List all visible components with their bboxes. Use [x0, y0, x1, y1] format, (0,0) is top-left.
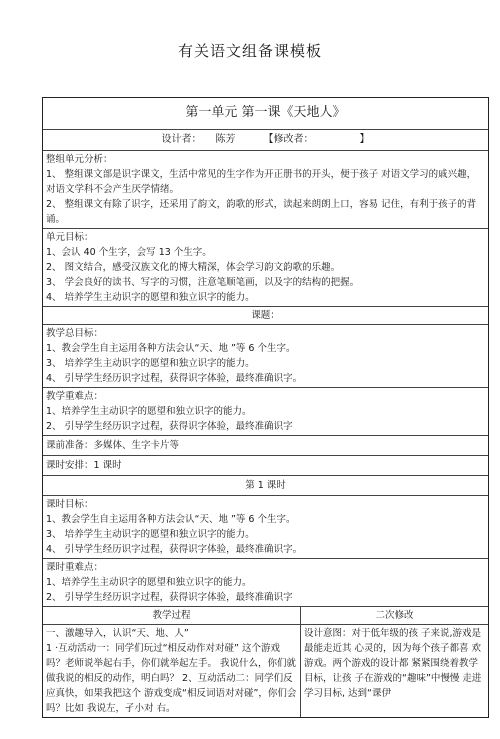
period-goal-line: 1、教会学生自主运用各种方法会认“天、地 ”等 6 个生字。	[46, 514, 296, 525]
process-step-title: 一、激趣导入，认识“天、地、人”	[46, 628, 189, 639]
document-title: 有关语文组备课模板	[177, 42, 322, 60]
teaching-goal-line: 3、 培养学生主动识字的愿望和独立识字的能力。	[46, 358, 255, 369]
process-body-row	[43, 624, 488, 717]
modifier-close: 】	[359, 134, 370, 145]
designer-label: 设计者：	[161, 134, 202, 145]
preparation-row: 课前准备：多媒体、生字卡片等	[43, 435, 488, 455]
period-key-section	[43, 558, 488, 606]
designer-name: 陈芳	[215, 134, 236, 145]
section-heading: 课时重难点：	[46, 562, 104, 573]
process-column-header: 教学过程	[43, 607, 301, 624]
section-heading: 教学重难点：	[46, 391, 104, 402]
key-point-line: 2、 引导学生经历识字过程，获得识字体验，最终准确识字	[46, 421, 293, 432]
unit-goals-section	[43, 228, 488, 306]
analysis-line: 2、 整组课文有除了识字，还采用了韵文，韵歌的形式，读起来朗朗上口，容易 记住，有利于孩子的背诵。	[46, 199, 477, 225]
unit-goal-line: 1、会认 40 个生字，会写 13 个生字。	[46, 247, 212, 258]
teaching-goal-line: 1、教会学生自主运用各种方法会认“天、地 ”等 6 个生字。	[46, 343, 296, 354]
revision-column-header: 二次修改	[375, 610, 414, 621]
period-key-line: 1、培养学生主动识字的愿望和独立识字的能力。	[46, 577, 252, 588]
key-point-line: 1、培养学生主动识字的愿望和独立识字的能力。	[46, 406, 252, 417]
section-heading: 教学总目标：	[46, 328, 104, 339]
period-goal-line: 3、 培养学生主动识字的愿望和独立识字的能力。	[46, 529, 255, 540]
section-heading: 整组单元分析：	[46, 154, 113, 165]
period-title: 第 1 课时	[43, 475, 488, 495]
unit-goal-line: 2、 图文结合，感受汉族文化的博大精深，体会学习韵文韵歌的乐趣。	[46, 262, 341, 273]
modifier-label: 【修改者：	[263, 134, 314, 145]
revision-content: 设计意图：对于低年级的孩 子来说,游戏是最能走近其 心灵的，因为每个孩子都喜 欢游戏。两个游戏的设计都 紧紧围绕着教学目标，让孩 子在游戏的“趣味”中慢慢 走进学习目标, 达到“课伊	[304, 628, 482, 699]
topic-row: 课题：	[43, 306, 488, 324]
unit-goal-line: 3、 学会良好的读书、写字的习惯，注意笔顺笔画，以及字的结构的把握。	[46, 277, 360, 288]
lesson-plan-table	[42, 97, 489, 718]
section-heading: 课时目标：	[46, 499, 94, 510]
unit-goal-line: 4、 培养学生主动识字的愿望和独立识字的能力。	[46, 292, 255, 303]
key-points-section	[43, 387, 488, 435]
process-header-row	[43, 606, 488, 624]
period-goal-line: 4、 引导学生经历识字过程，获得识字体验，最终准确识字。	[46, 544, 303, 555]
textbook-analysis-section	[43, 150, 488, 228]
teaching-goals-section	[43, 324, 488, 387]
period-goals-section	[43, 495, 488, 558]
author-row	[43, 129, 488, 150]
teaching-goal-line: 4、 引导学生经历识字过程，获得识字体验，最终准确识字。	[46, 373, 303, 384]
process-step-text: 1 ·互动活动一：同学们玩过“相反动作对对碰” 这个游戏吗？老师说举起右手，你们就举起左手。 我说什么，你们就做我说的相反的动作，明白吗？ 2、互动活动二：同学们反应真快，如果我把这个 游戏变成“相反词语对对碰”，你们会吗？比如 我说左，孑小对 右。	[46, 643, 297, 714]
analysis-line: 1、 整组课文部是识字课文，生活中常见的生字作为开正册书的开头，便于孩子 对语文学习的戚兴趣，对语文学科不会产生厌学情绪。	[46, 169, 477, 195]
process-content	[43, 625, 301, 717]
schedule-row: 课时安排：1 课时	[43, 455, 488, 475]
lesson-title: 第一单元 第一课《天地人》	[185, 105, 346, 120]
period-key-line: 2、 引导学生经历识字过程，获得识字体验，最终准确识字	[46, 592, 293, 603]
section-heading: 单元目标：	[46, 232, 94, 243]
